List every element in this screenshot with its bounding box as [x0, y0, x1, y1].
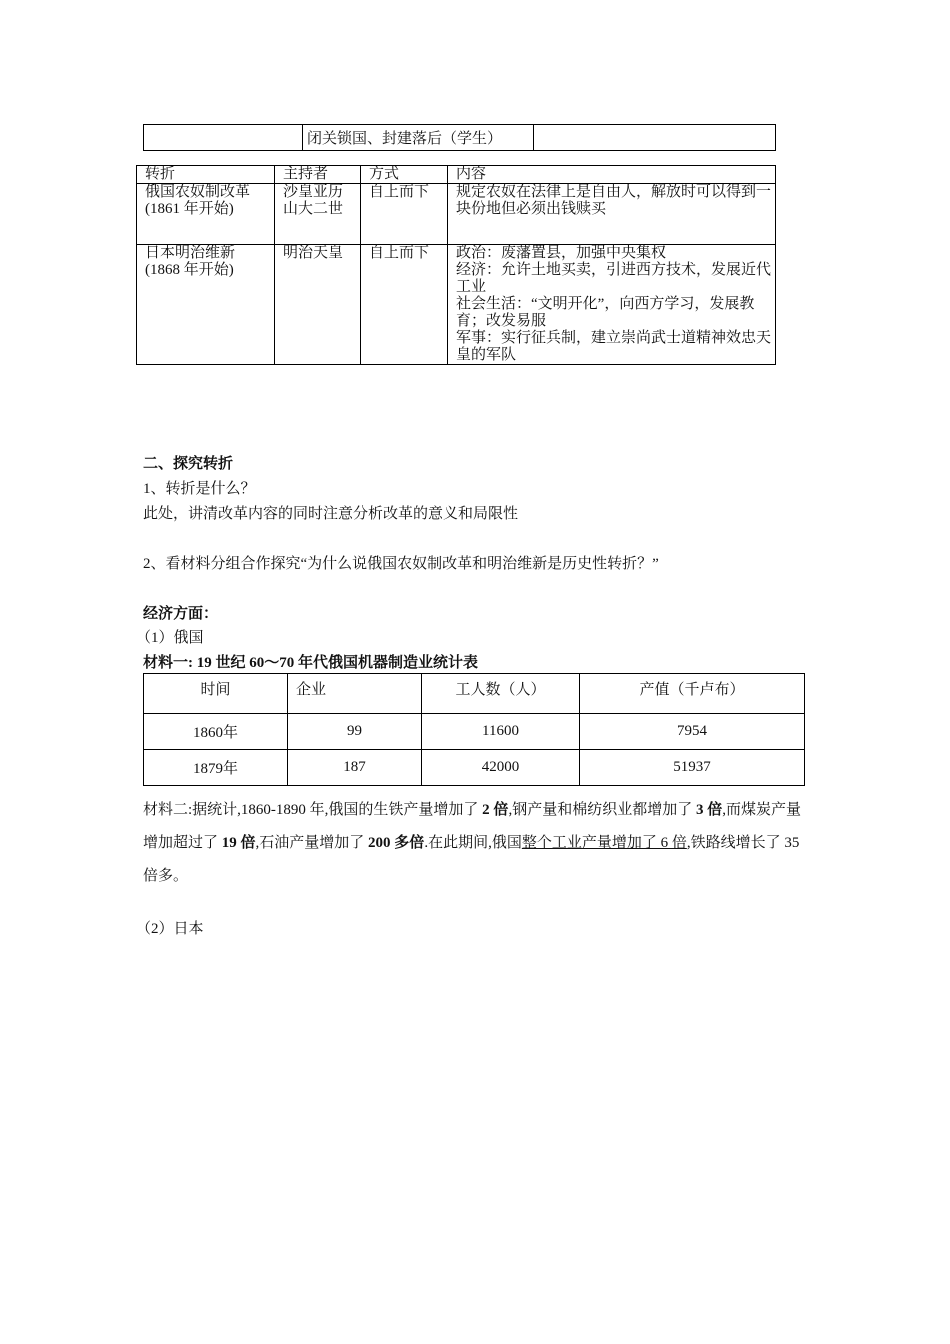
event-cell: [137, 245, 275, 365]
economy-heading: 经济方面：: [143, 606, 219, 622]
event-cell: [137, 184, 275, 245]
header-content: 内容: [448, 166, 776, 184]
summary-table: [143, 124, 776, 151]
question-1: 1、转折是什么？: [143, 481, 256, 497]
content-line: 规定农奴在法律上是自由人，解放时可以得到一块份地但必须出钱赎买: [456, 184, 772, 217]
text-span: ,钢产量和棉纺织业都增加了: [508, 802, 696, 818]
cell-output-value: 7954: [580, 714, 805, 750]
material-2-paragraph: [143, 794, 808, 893]
cell-output-value: 51937: [580, 750, 805, 786]
material-1-title: 材料一: 19 世纪 60～70 年代俄国机器制造业统计表: [143, 655, 478, 671]
summary-cell-empty-right: [534, 125, 776, 151]
header-method: 方式: [361, 166, 448, 184]
bold-span: 2 倍: [482, 802, 509, 818]
content-line: 军事：实行征兵制，建立崇尚武士道精神效忠天皇的军队: [456, 330, 772, 363]
section-title: 二、探究转折: [143, 456, 234, 472]
event-name: 俄国农奴制改革: [145, 184, 251, 200]
text-span: ,而煤炭产量增加超过了: [143, 802, 801, 851]
russia-subheading: （1）俄国: [136, 630, 204, 646]
header-leader: 主持者: [275, 166, 361, 184]
text-span: ,石油产量增加了: [255, 835, 369, 851]
content-cell: [448, 245, 776, 365]
cell-time: 1860年: [144, 714, 288, 750]
content-line: 社会生活：“文明开化”，向西方学习，发展教育；改发易服: [456, 296, 755, 329]
cell-workers: 11600: [422, 714, 580, 750]
cell-workers: 42000: [422, 750, 580, 786]
header-turning-point: 转折: [137, 166, 275, 184]
event-date: (1868 年开始): [145, 262, 234, 278]
japan-subheading: （2）日本: [136, 921, 204, 937]
table-row: [137, 184, 776, 245]
method-cell: 自上而下: [361, 184, 448, 245]
machine-industry-table: [143, 673, 805, 786]
method-cell: 自上而下: [361, 245, 448, 365]
text-span: .在此期间,俄国: [424, 835, 522, 851]
cell-time: 1879年: [144, 750, 288, 786]
reform-comparison-table: [136, 165, 776, 365]
underlined-span: 整个工业产量增加了 6 倍: [521, 835, 687, 851]
bold-span: 3 倍: [695, 802, 723, 818]
content-cell: [448, 184, 776, 245]
summary-cell-text: 闭关锁国、封建落后（学生）: [303, 125, 534, 151]
table-row: [137, 245, 776, 365]
question-2: 2、看材料分组合作探究“为什么说俄国农奴制改革和明治维新是历史性转折？”: [143, 556, 659, 572]
event-date: (1861 年开始): [145, 201, 234, 217]
leader-cell: 沙皇亚历山大二世: [275, 184, 361, 245]
header-output-value: 产值（千卢布）: [580, 674, 805, 714]
header-workers: 工人数（人）: [422, 674, 580, 714]
cell-enterprises: 99: [288, 714, 422, 750]
content-line: 经济：允许土地买卖，引进西方技术，发展近代工业: [456, 262, 772, 295]
content-line: 政治：废藩置县，加强中央集权: [456, 245, 667, 261]
table-row: [144, 750, 805, 786]
text-span: ,铁路线增长了 35 倍多。: [143, 835, 800, 884]
cell-enterprises: 187: [288, 750, 422, 786]
header-enterprises: 企业: [288, 674, 422, 714]
header-time: 时间: [144, 674, 288, 714]
event-name: 日本明治维新: [145, 245, 236, 261]
bold-span: 19 倍: [221, 835, 256, 851]
table-row: [144, 714, 805, 750]
question-1-note: 此处，讲清改革内容的同时注意分析改革的意义和局限性: [143, 506, 519, 522]
text-span: 材料二:据统计,1860-1890 年,俄国的生铁产量增加了: [143, 802, 483, 818]
bold-span: 200 多倍: [368, 835, 425, 851]
leader-cell: 明治天皇: [275, 245, 361, 365]
summary-cell-empty-left: [144, 125, 303, 151]
